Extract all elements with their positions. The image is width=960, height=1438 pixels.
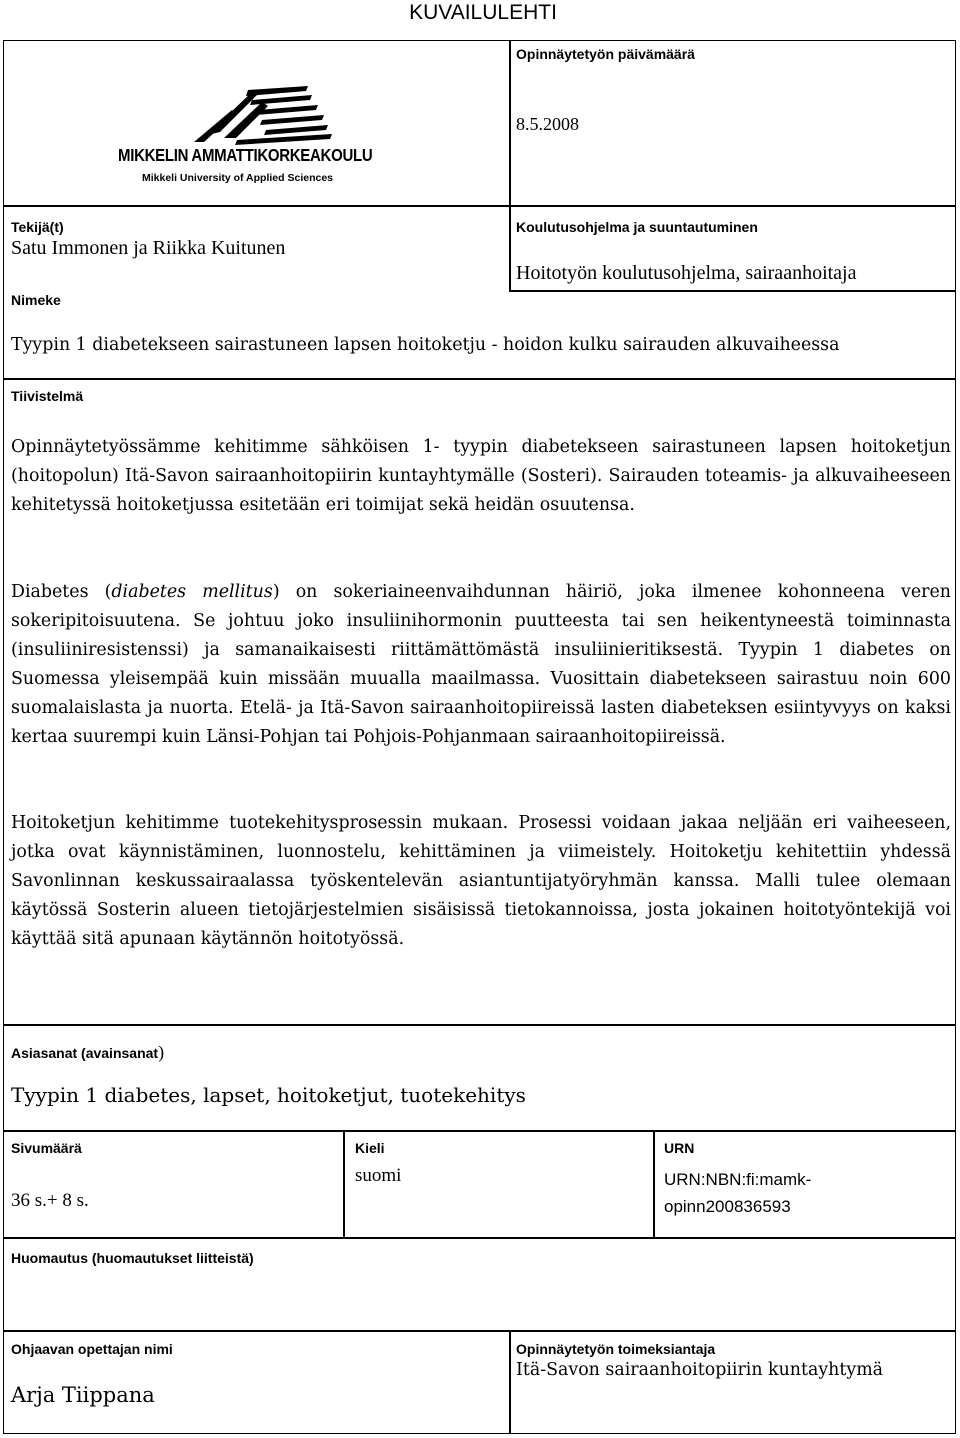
keywords-value: Tyypin 1 diabetes, lapset, hoitoketjut, tuotekehitys bbox=[11, 1083, 526, 1107]
abstract-p2-rest: ) on sokeriaineenvaihdunnan häiriö, joka ilmenee kohonneena veren sokeripitoisuutena. Se johtuu joko insuliinihormonin puutteesta tai sen heikentyneestä toiminnasta (insuliiniresistenssi) ja samanaikaisesti riittämättömästä insuliinieritiksestä. Tyypin 1 diabetes on Suomessa yleisempää kuin missään muualla maailmassa. Vuosittain diabetekseen sairastuu noin 600 suomalaislasta ja nuorta. Etelä- ja Itä-Savon sairaanhoitopiireissä lasten diabeteksen esiintyvyys on kaksi kertaa suurempi kuin Länsi-Pohjan tai Pohjois-Pohjanmaan sairaanhoitopiireissä. bbox=[11, 582, 951, 747]
divider-meta bbox=[3, 1237, 956, 1239]
divider-top-row bbox=[3, 205, 956, 207]
date-value: 8.5.2008 bbox=[516, 114, 579, 134]
page-title: KUVAILULEHTI bbox=[409, 1, 557, 24]
divider-programme bbox=[509, 290, 956, 292]
divider-keywords bbox=[3, 1130, 956, 1132]
abstract-label: Tiivistelmä bbox=[11, 388, 84, 404]
urn-value-line-2: opinn200836593 bbox=[664, 1197, 791, 1216]
divider-vertical-meta-1 bbox=[343, 1130, 345, 1238]
abstract-paragraph-2 bbox=[11, 578, 951, 752]
language-value: suomi bbox=[355, 1165, 402, 1186]
keywords-label-paren: ) bbox=[158, 1042, 165, 1062]
title-label: Nimeke bbox=[11, 292, 61, 308]
abstract-p2-start: Diabetes ( bbox=[11, 582, 112, 602]
divider-notes bbox=[3, 1330, 956, 1332]
keywords-label bbox=[11, 1042, 164, 1063]
abstract-paragraph-3: Hoitoketjun kehitimme tuotekehitysprosessin mukaan. Prosessi voidaan jakaa neljään eri vaiheeseen, jotka ovat käynnistäminen, luonnostelu, kehittäminen ja viimeistely. Hoitoketju kehitettiin yhdessä Savonlinnan keskussairaalassa työskentelevän asiantuntijatyöryhmän kanssa. Malli tulee olemaan käytössä Sosterin alueen tietojärjestelmien sisäisissä tietokannoissa, josta jokainen hoitotyöntekijä voi käyttää sitä apunaan käytännön hoitotyössä. bbox=[11, 813, 951, 949]
commissioner-label: Opinnäytetyön toimeksiantaja bbox=[516, 1341, 716, 1357]
supervisor-value: Arja Tiippana bbox=[11, 1383, 155, 1407]
notes-label: Huomautus (huomautukset liitteistä) bbox=[11, 1250, 254, 1266]
urn-label: URN bbox=[664, 1140, 695, 1156]
supervisor-label: Ohjaavan opettajan nimi bbox=[11, 1341, 173, 1357]
divider-vertical-bottom bbox=[509, 1330, 511, 1434]
pages-label: Sivumäärä bbox=[11, 1140, 82, 1156]
divider-vertical-meta-2 bbox=[653, 1130, 655, 1238]
commissioner-value: Itä-Savon sairaanhoitopiirin kuntayhtymä bbox=[516, 1360, 884, 1380]
date-label: Opinnäytetyön päivämäärä bbox=[516, 46, 695, 62]
university-logo bbox=[112, 80, 373, 190]
urn-value-line-1: URN:NBN:fi:mamk- bbox=[664, 1170, 812, 1189]
abstract-p2-italic: diabetes mellitus bbox=[111, 582, 273, 602]
logo-name: MIKKELIN AMMATTIKORKEAKOULU bbox=[118, 146, 373, 166]
authors-value: Satu Immonen ja Riikka Kuitunen bbox=[11, 237, 286, 259]
divider-vertical-top bbox=[509, 40, 511, 291]
divider-abstract bbox=[3, 1024, 956, 1026]
thesis-title: Tyypin 1 diabetekseen sairastuneen lapsen hoitoketju - hoidon kulku sairauden alkuvaiheessa bbox=[11, 335, 840, 355]
pages-value: 36 s.+ 8 s. bbox=[11, 1190, 89, 1211]
language-label: Kieli bbox=[355, 1140, 385, 1156]
programme-label: Koulutusohjelma ja suuntautuminen bbox=[516, 219, 758, 235]
divider-title bbox=[3, 378, 956, 380]
keywords-label-text: Asiasanat (avainsanat bbox=[11, 1045, 159, 1061]
logo-subtitle: Mikkeli University of Applied Sciences bbox=[142, 172, 334, 184]
abstract-paragraph-1: Opinnäytetyössämme kehitimme sähköisen 1- tyypin diabetekseen sairastuneen lapsen hoitoketjun (hoitopolun) Itä-Savon sairaanhoitopiirin kuntayhtymälle (Sosteri). Sairauden toteamis- ja alkuvaiheeseen kehitetyssä hoitoketjussa esitetään eri toimijat sekä heidän osuutensa. bbox=[11, 437, 951, 515]
authors-label: Tekijä(t) bbox=[11, 219, 64, 235]
programme-value: Hoitotyön koulutusohjelma, sairaanhoitaja bbox=[516, 262, 857, 284]
logo-mark-icon bbox=[112, 80, 362, 150]
